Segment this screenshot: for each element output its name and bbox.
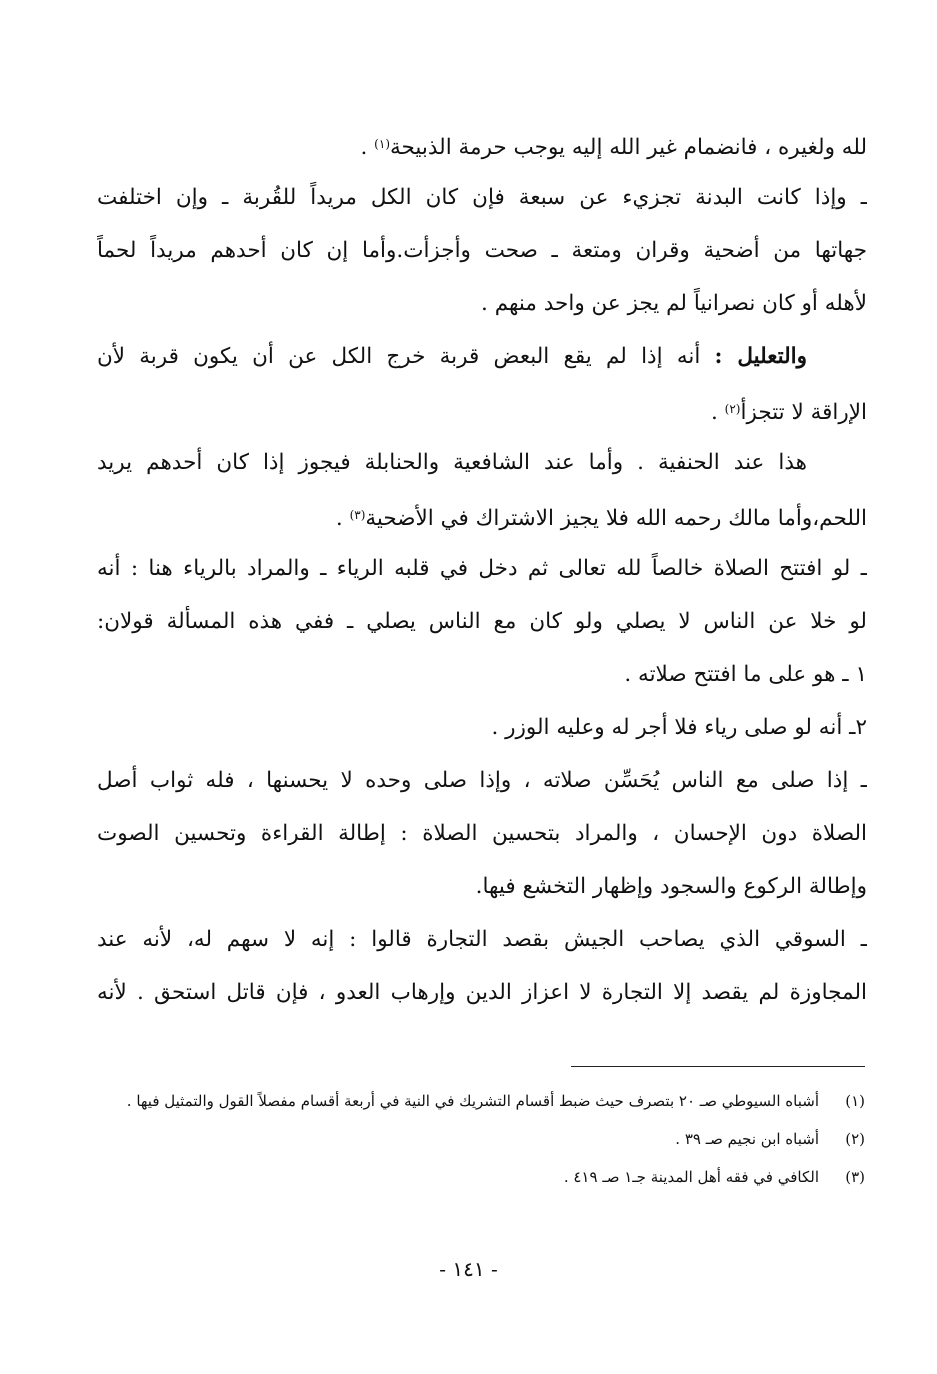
text-line: ـ وإذا كانت البدنة تجزيء عن سبعة فإن كان الكل مريداً للقُربة ـ وإن اختلفت <box>97 185 867 210</box>
footnote-item <box>120 1084 865 1118</box>
footnote-ref[interactable]: (٢) <box>724 402 741 416</box>
footnote-text: الكافي في فقه أهل المدينة جـ١ صـ ٤١٩ . <box>563 1168 819 1186</box>
text-line: ـ لو افتتح الصلاة خالصاً لله تعالى ثم دخل في قلبه الرياء ـ والمراد بالرياء هنا : أنه <box>97 556 867 581</box>
text-line: الإراقة لا تتجزأ$^{(٢)}$ . <box>710 400 867 425</box>
footnote-number: (١) <box>845 1092 865 1110</box>
text-line: ١ ـ هو على ما افتتح صلاته . <box>624 662 867 687</box>
text-line: اللحم،وأما مالك رحمه الله فلا يجيز الاشتراك في الأضحية$^{(٣)}$ . <box>335 506 867 531</box>
text-line: لله ولغيره ، فانضمام غير الله إليه يوجب حرمة الذبيحة$^{(١)}$ . <box>360 135 867 160</box>
text-line: الصلاة دون الإحسان ، والمراد بتحسين الصلاة : إطالة القراءة وتحسين الصوت <box>97 821 867 846</box>
footnote-number: (٢) <box>845 1130 865 1148</box>
main-text <box>97 118 867 1019</box>
footnote-item <box>120 1160 865 1194</box>
text-line: وإطالة الركوع والسجود وإظهار التخشع فيها. <box>475 874 867 899</box>
text-line: هذا عند الحنفية . وأما عند الشافعية والحنابلة فيجوز إذا كان أحدهم يريد <box>97 450 807 475</box>
text-line: ـ إذا صلى مع الناس يُحَسِّن صلاته ، وإذا صلى وحده لا يحسنها ، فله ثواب أصل <box>97 768 867 793</box>
text-line: المجاوزة لم يقصد إلا التجارة لا اعزاز الدين وإرهاب العدو ، فإن قاتل استحق . لأنه <box>97 980 867 1005</box>
text-line: جهاتها من أضحية وقران ومتعة ـ صحت وأجزأت.وأما إن كان أحدهم مريداً لحماً <box>97 238 867 263</box>
footnote-ref[interactable]: (٣) <box>349 508 366 522</box>
bold-label: والتعليل : <box>714 344 808 369</box>
footnote-number: (٣) <box>845 1168 865 1186</box>
footnote-ref[interactable]: (١) <box>374 137 390 151</box>
page-number: - ١٤١ - <box>439 1257 498 1281</box>
footnote-text: أشباه ابن نجيم صـ ٣٩ . <box>675 1130 819 1148</box>
footnote-item <box>120 1122 865 1156</box>
footnote-text: أشباه السيوطي صـ ٢٠ بتصرف حيث ضبط أقسام التشريك في النية في أربعة أقسام مفصلاً القول والتمثيل فيها . <box>126 1092 819 1110</box>
text-line: لو خلا عن الناس لا يصلي ولو كان مع الناس يصلي ـ ففي هذه المسألة قولان: <box>97 609 867 634</box>
text-line: ـ السوقي الذي يصاحب الجيش بقصد التجارة قالوا : إنه لا سهم له، لأنه عند <box>97 927 867 952</box>
text-line: ٢ـ أنه لو صلى رياء فلا أجر له وعليه الوزر . <box>491 715 867 740</box>
footnotes <box>120 1084 865 1194</box>
footnote-separator <box>571 1066 865 1067</box>
text-line: والتعليل : أنه إذا لم يقع البعض قربة خرج الكل عن أن يكون قربة لأن <box>97 344 808 369</box>
text-line: لأهله أو كان نصرانياً لم يجز عن واحد منهم . <box>481 291 867 316</box>
